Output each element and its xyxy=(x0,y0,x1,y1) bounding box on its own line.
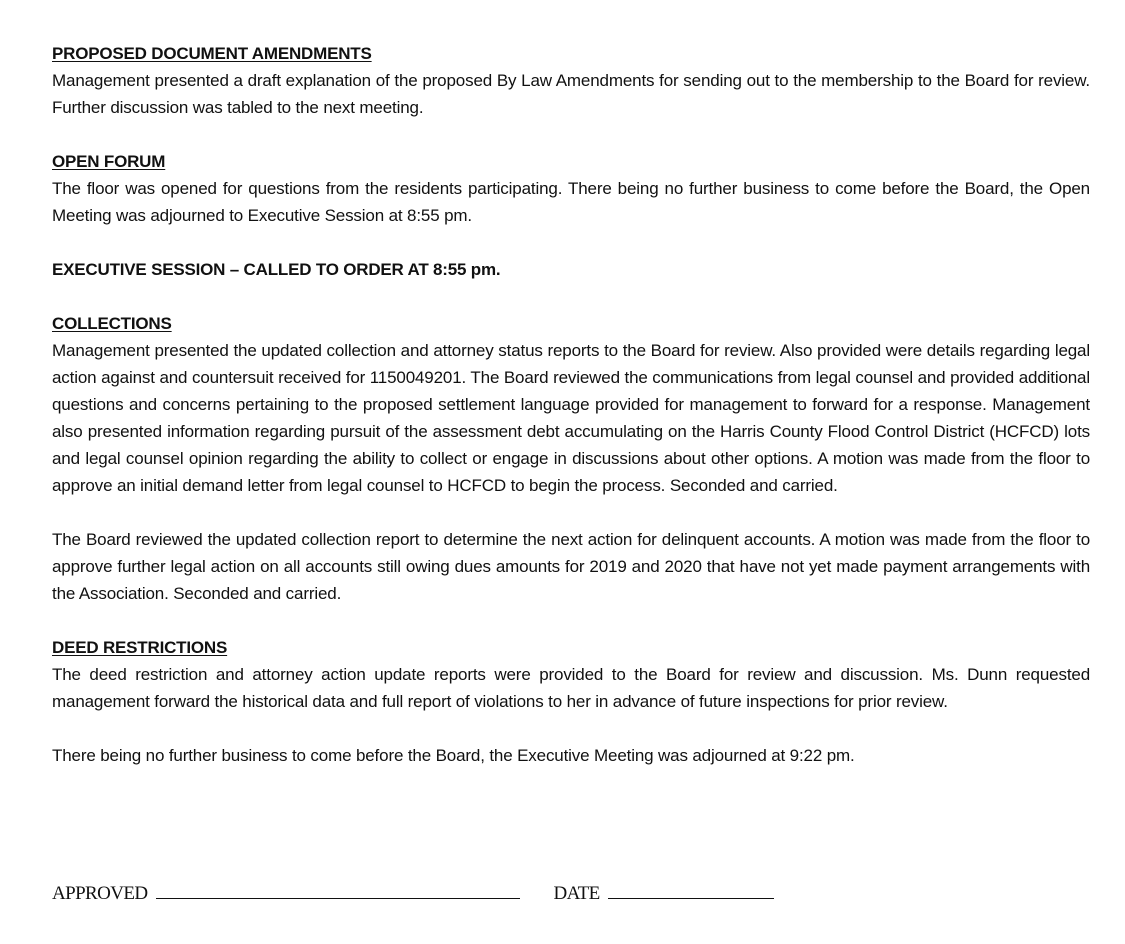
section-paragraph: Management presented the updated collection and attorney status reports to the Board for review. Also provided were details regarding legal action against and countersuit received for 1150049201. The Board reviewed the communications from legal counsel and provided additional questions and concerns pertaining to the proposed settlement language provided for management to forward for a response. Management also presented information regarding pursuit of the assessment debt accumulating on the Harris County Flood Control District (HCFCD) lots and legal counsel opinion regarding the ability to collect or engage in discussions about other options. A motion was made from the floor to approve an initial demand letter from legal counsel to HCFCD to begin the process. Seconded and carried. xyxy=(52,341,1090,495)
section-open-forum xyxy=(52,148,1090,229)
closing-paragraph: There being no further business to come before the Board, the Executive Meeting was adjourned at 9:22 pm. xyxy=(52,746,855,765)
date-label: DATE xyxy=(553,883,600,904)
meeting-minutes-page xyxy=(52,40,1090,769)
section-closing xyxy=(52,742,1090,769)
spacer xyxy=(52,499,1090,526)
section-paragraph: The deed restriction and attorney action update reports were provided to the Board for review and discussion. Ms. Dunn requested management forward the historical data and full report of violations to her in advance of future inspections for prior review. xyxy=(52,665,1090,711)
approved-signature-line[interactable] xyxy=(156,880,520,899)
section-paragraph: The floor was opened for questions from the residents participating. There being no further business to come before the Board, the Open Meeting was adjourned to Executive Session at 8:55 pm. xyxy=(52,179,1090,225)
section-heading: COLLECTIONS xyxy=(52,314,172,333)
section-heading: OPEN FORUM xyxy=(52,152,166,171)
signature-block xyxy=(52,880,774,906)
section-collections xyxy=(52,310,1090,607)
section-heading: PROPOSED DOCUMENT AMENDMENTS xyxy=(52,44,372,63)
spacer xyxy=(52,283,1090,310)
section-proposed-document-amendments xyxy=(52,40,1090,121)
section-paragraph: The Board reviewed the updated collection report to determine the next action for delinquent accounts. A motion was made from the floor to approve further legal action on all accounts still owing dues amounts for 2019 and 2020 that have not yet made payment arrangements with the Association. Seconded and carried. xyxy=(52,530,1090,603)
spacer xyxy=(52,715,1090,742)
section-executive-session xyxy=(52,256,1090,283)
spacer xyxy=(52,229,1090,256)
executive-session-heading: EXECUTIVE SESSION – CALLED TO ORDER AT 8:55 pm. xyxy=(52,260,501,279)
spacer xyxy=(52,121,1090,148)
spacer xyxy=(52,607,1090,634)
date-signature-line[interactable] xyxy=(608,880,774,899)
section-heading: DEED RESTRICTIONS xyxy=(52,638,228,657)
section-deed-restrictions xyxy=(52,634,1090,715)
section-paragraph: Management presented a draft explanation of the proposed By Law Amendments for sending out to the membership to the Board for review. Further discussion was tabled to the next meeting. xyxy=(52,71,1090,117)
approved-label: APPROVED xyxy=(52,883,148,904)
